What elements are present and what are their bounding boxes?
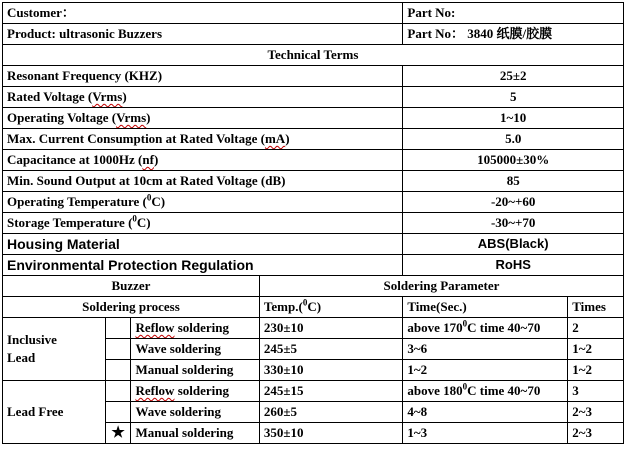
star-icon: ★: [111, 425, 125, 441]
spec-value: -20~+60: [403, 192, 624, 213]
soldering-method: Manual soldering: [131, 423, 259, 444]
spec-value: 1~10: [403, 108, 624, 129]
customer-label: Customer：: [3, 3, 403, 24]
soldering-temp: 350±10: [259, 423, 402, 444]
part-no-value: Part No： 3840 纸膜/胶膜: [403, 24, 624, 45]
spec-value: 5.0: [403, 129, 624, 150]
lead-free-label: Lead Free: [3, 381, 106, 444]
marker-cell: [105, 360, 131, 381]
soldering-method: Wave soldering: [131, 339, 259, 360]
soldering-times: 3: [568, 381, 624, 402]
soldering-temp: 245±15: [259, 381, 402, 402]
spec-label: Rated Voltage (Vrms): [3, 87, 403, 108]
marker-cell: [105, 318, 131, 339]
soldering-temp: 330±10: [259, 360, 402, 381]
spec-label: Storage Temperature ($^0$C): [3, 213, 403, 234]
spec-label: Min. Sound Output at 10cm at Rated Voltage (dB): [3, 171, 403, 192]
spec-label: Operating Temperature ($^0$C): [3, 192, 403, 213]
soldering-process-label: Soldering process: [3, 297, 260, 318]
spec-sheet-table: [2, 2, 624, 444]
soldering-temp: 260±5: [259, 402, 402, 423]
soldering-row: [3, 318, 624, 339]
spec-label: Max. Current Consumption at Rated Voltage (mA): [3, 129, 403, 150]
soldering-method: Reflow soldering: [131, 381, 259, 402]
spec-label: Operating Voltage (Vrms): [3, 108, 403, 129]
soldering-section: [3, 276, 624, 444]
spec-value: -30~+70: [403, 213, 624, 234]
spec-row: [3, 255, 624, 276]
inclusive-lead-label: Inclusive Lead: [3, 318, 106, 381]
marker-cell: [105, 339, 131, 360]
marker-cell: [105, 402, 131, 423]
soldering-method: Manual soldering: [131, 360, 259, 381]
soldering-parameter-label: Soldering Parameter: [259, 276, 623, 297]
soldering-temp: 245±5: [259, 339, 402, 360]
spec-label: Environmental Protection Regulation: [3, 255, 403, 276]
technical-terms-title: Technical Terms: [3, 45, 624, 66]
spec-value: 25±2: [403, 66, 624, 87]
spec-label: Housing Material: [3, 234, 403, 255]
soldering-time: 4~8: [403, 402, 568, 423]
product-label: Product: ultrasonic Buzzers: [3, 24, 403, 45]
time-header: Time(Sec.): [403, 297, 568, 318]
spec-row: [3, 192, 624, 213]
soldering-times: 2~3: [568, 423, 624, 444]
soldering-temp: 230±10: [259, 318, 402, 339]
spec-row: [3, 234, 624, 255]
soldering-time: 3~6: [403, 339, 568, 360]
spec-row: [3, 171, 624, 192]
spec-value: 105000±30%: [403, 150, 624, 171]
soldering-times: 2~3: [568, 402, 624, 423]
soldering-time: above $170^0C$ time 40~70: [403, 318, 568, 339]
soldering-time: above $180^0C$ time 40~70: [403, 381, 568, 402]
marker-cell: [105, 423, 131, 444]
spec-row: [3, 108, 624, 129]
soldering-times: 1~2: [568, 360, 624, 381]
buzzer-label: Buzzer: [3, 276, 260, 297]
soldering-method: Wave soldering: [131, 402, 259, 423]
spec-value: 5: [403, 87, 624, 108]
spec-row: [3, 87, 624, 108]
soldering-method: Reflow soldering: [131, 318, 259, 339]
soldering-times: 1~2: [568, 339, 624, 360]
spec-value: ABS(Black): [403, 234, 624, 255]
spec-label: Resonant Frequency (KHZ): [3, 66, 403, 87]
soldering-times: 2: [568, 318, 624, 339]
spec-row: [3, 150, 624, 171]
soldering-time: 1~2: [403, 360, 568, 381]
times-header: Times: [568, 297, 624, 318]
spec-row: [3, 129, 624, 150]
specs-section: [3, 66, 624, 276]
soldering-row: [3, 381, 624, 402]
spec-value: RoHS: [403, 255, 624, 276]
marker-cell: [105, 381, 131, 402]
temp-header: Temp.($^0$C): [259, 297, 402, 318]
spec-row: [3, 66, 624, 87]
part-no-label: Part No:: [403, 3, 624, 24]
spec-label: Capacitance at 1000Hz (nf): [3, 150, 403, 171]
spec-row: [3, 213, 624, 234]
soldering-time: 1~3: [403, 423, 568, 444]
spec-value: 85: [403, 171, 624, 192]
